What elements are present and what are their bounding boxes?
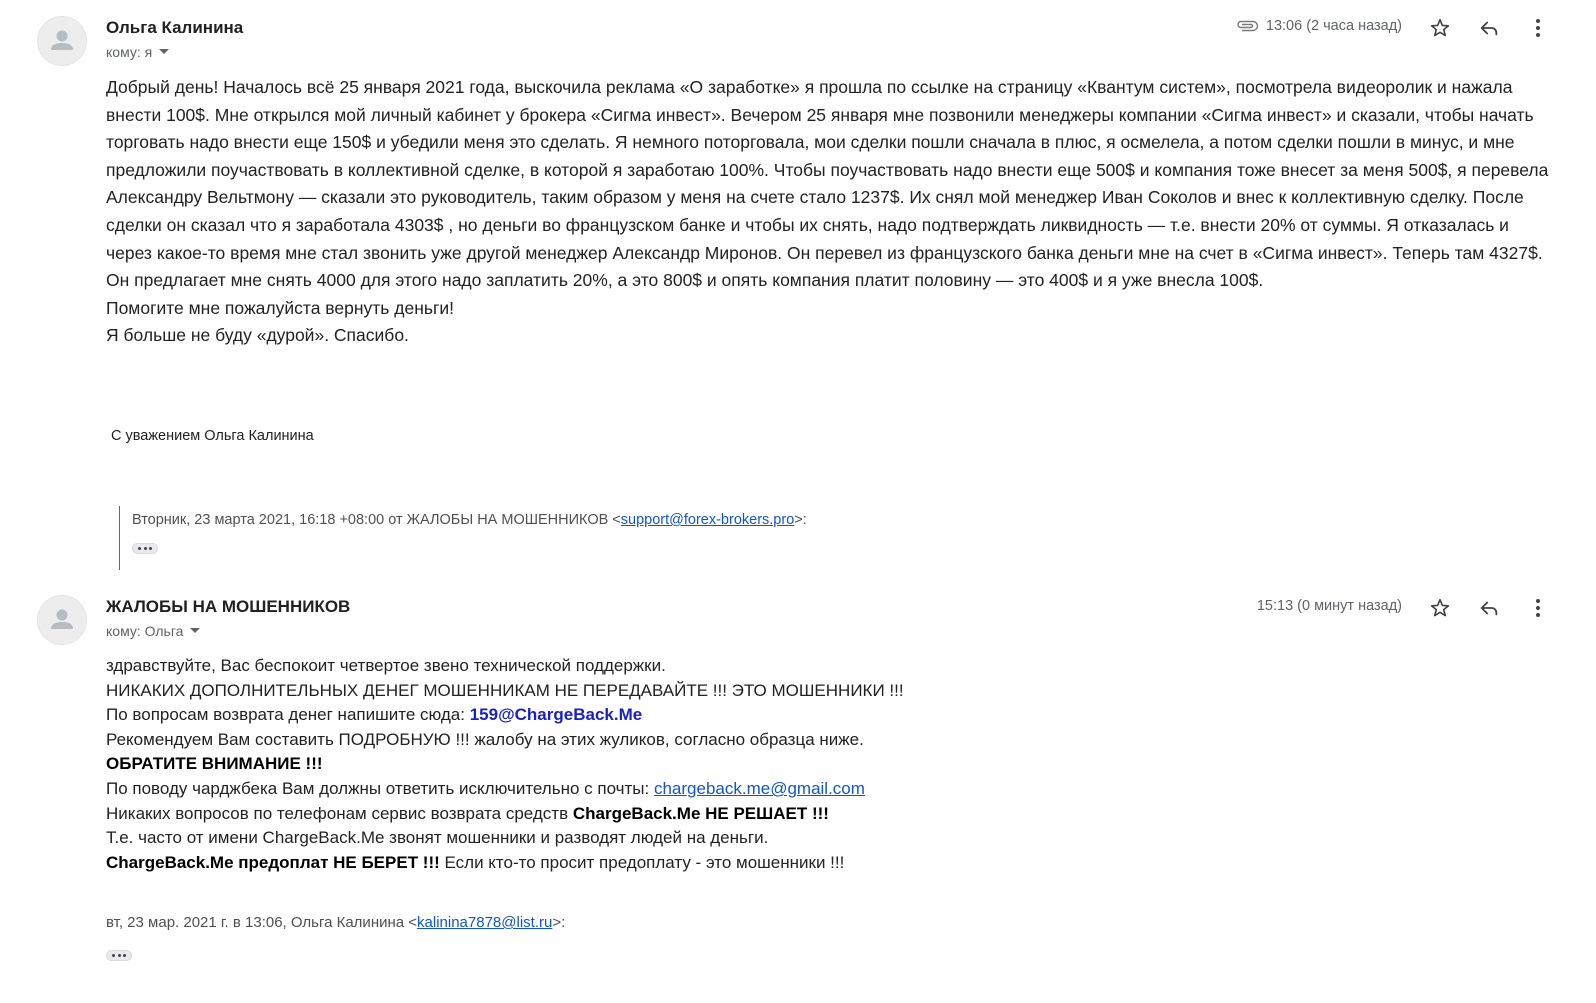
caret-down-icon[interactable]: [189, 627, 201, 635]
body-line: [106, 752, 1546, 777]
line-text: По вопросам возврата денег напишите сюда:: [106, 705, 470, 725]
show-trimmed-button[interactable]: [132, 543, 158, 554]
more-vert-icon: [1535, 17, 1541, 39]
quote-suffix: >:: [552, 914, 566, 931]
more-horiz-icon: [149, 547, 152, 550]
contact-email[interactable]: 159@ChargeBack.Me: [469, 705, 643, 725]
body-line: [106, 703, 1546, 728]
show-trimmed-button[interactable]: [106, 950, 132, 961]
body-line: [106, 802, 1546, 827]
recipient-details[interactable]: [106, 623, 201, 639]
more-horiz-icon: [112, 954, 115, 957]
time-label: 15:13 (0 минут назад): [1256, 598, 1402, 614]
more-horiz-icon: [144, 547, 147, 550]
more-horiz-icon: [118, 954, 121, 957]
star-button[interactable]: [1427, 595, 1453, 621]
bold-notice: ОБРАТИТЕ ВНИМАНИЕ !!!: [106, 754, 323, 774]
quote-prefix: Вторник, 23 марта 2021, 16:18 +08:00 от ЖАЛОБЫ НА МОШЕННИКОВ <: [132, 512, 621, 528]
line-text: По поводу чарджбека Вам должны ответить исключительно с почты:: [106, 778, 654, 798]
body-paragraph: Помогите мне пожалуйста вернуть деньги!: [106, 297, 455, 318]
body-line: Т.е. часто от имени ChargeBack.Me звонят мошенники и разводят людей на деньги.: [106, 828, 769, 848]
more-horiz-icon: [123, 954, 126, 957]
quoted-block: [119, 506, 919, 570]
body-line: Рекомендуем Вам составить ПОДРОБНУЮ !!! жалобу на этих жуликов, согласно образца ниже.: [106, 729, 864, 749]
more-options-button[interactable]: [1525, 15, 1551, 41]
paperclip-icon: [1236, 20, 1258, 32]
reply-icon: [1478, 597, 1500, 619]
signature: С уважением Ольга Калинина: [111, 428, 314, 444]
avatar: [37, 595, 87, 645]
message-body: [106, 74, 1554, 350]
bold-notice: ChargeBack.Me НЕ РЕШАЕТ !!!: [572, 803, 829, 823]
quote-header: [106, 914, 565, 931]
recipient-details[interactable]: [106, 44, 170, 60]
star-icon: [1429, 597, 1451, 619]
message-time: [1257, 598, 1402, 614]
quote-prefix: вт, 23 мар. 2021 г. в 13:06, Ольга Калинина <: [106, 914, 418, 931]
star-button[interactable]: [1427, 15, 1453, 41]
chargeback-email-link[interactable]: chargeback.me@gmail.com: [653, 778, 865, 798]
more-horiz-icon: [138, 547, 141, 550]
more-options-button[interactable]: [1525, 595, 1551, 621]
line-text: Если кто-то просит предоплату - это мошенники !!!: [439, 852, 845, 872]
body-line: здравствуйте, Вас беспокоит четвертое звено технической поддержки.: [106, 656, 666, 675]
recipient-label: кому: я: [106, 44, 153, 60]
message-time: [1236, 18, 1402, 34]
quote-header: [132, 510, 919, 530]
line-text: Никаких вопросов по телефонам сервис возврата средств: [106, 803, 573, 823]
more-vert-icon: [1535, 597, 1541, 619]
avatar: [37, 16, 87, 66]
caret-down-icon[interactable]: [158, 48, 170, 56]
body-paragraph: Добрый день! Началось всё 25 января 2021 года, выскочила реклама «О заработке» я прошла по ссылке на страницу «Квантум систем», посмотрела видеоролик и нажала внести 100$. Мне открылся мой личный кабинет у брокера «Сигма инвест». Вечером 25 января мне позвонили менеджеры компании «Сигма инвест» и сказали, чтобы начать торговать надо внести еще 150$ и убедили меня это сделать. Я немного поторговала, мои сделки пошли сначала в плюс, я осмелела, а потом сделки пошли в минус, и мне предложили поучаствовать в коллективной сделке, в которой я заработаю 100%. Чтобы поучаствовать надо внести еще 500$ и компания тоже внесет за меня 500$, я перевела Александру Вельтмону — сказали это руководитель, таким образом у меня на счете стало 1237$. Их снял мой менеджер Иван Соколов и внес к коллективную сделку. После сделки он сказал что я заработала 4303$ , но деньги во французском банке и чтобы их снять, надо подтверждать ликвидность — т.е. внести 20% от суммы. Я отказалась и через какое-то время мне стал звонить уже другой менеджер Александр Миронов. Он перевел из французского банка деньги мне на счет в «Сигма инвест». Теперь там 4327$. Он предлагает мне снять 4000 для этого надо заплатить 20%, а это 800$ и опять компания платит половину — это 400$ и я уже внесла 100$.: [106, 77, 1549, 291]
reply-button[interactable]: [1476, 15, 1502, 41]
bold-notice: ChargeBack.Me предоплат НЕ БЕРЕТ !!!: [106, 852, 440, 872]
quote-email-link[interactable]: support@forex-brokers.pro: [620, 512, 795, 528]
star-icon: [1429, 17, 1451, 39]
reply-button[interactable]: [1476, 595, 1502, 621]
body-paragraph: Я больше не буду «дурой». Спасибо.: [106, 325, 409, 346]
quote-suffix: >:: [794, 512, 807, 528]
body-line: [106, 777, 1546, 802]
message-body: [106, 654, 1546, 875]
sender-name[interactable]: ЖАЛОБЫ НА МОШЕННИКОВ: [106, 597, 351, 616]
avatar-icon: [38, 596, 86, 644]
time-label: 13:06 (2 часа назад): [1265, 18, 1402, 34]
recipient-label: кому: Ольга: [106, 623, 184, 639]
quote-email-link[interactable]: kalinina7878@list.ru: [417, 914, 553, 931]
sender-name[interactable]: Ольга Калинина: [106, 18, 244, 37]
avatar-icon: [38, 17, 86, 65]
body-line: [106, 851, 1546, 876]
reply-icon: [1478, 17, 1500, 39]
body-line: НИКАКИХ ДОПОЛНИТЕЛЬНЫХ ДЕНЕГ МОШЕННИКАМ НЕ ПЕРЕДАВАЙТЕ !!! ЭТО МОШЕННИКИ !!!: [106, 680, 904, 700]
